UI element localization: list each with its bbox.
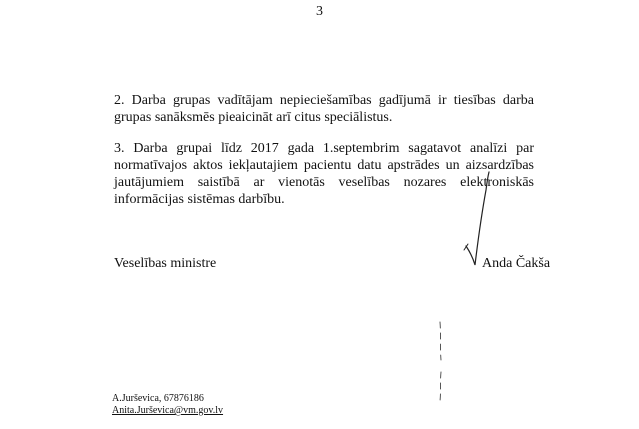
contact-author: A.Jurševica, 67876186: [112, 393, 204, 404]
contact-block: [112, 393, 223, 417]
paragraph-3: 3. Darba grupai līdz 2017 gada 1.septembrim sagatavot analīzi par normatīvajos aktos iekļautajiem pacientu datu apstrādes un aizsardzības jautājumiem saistībā ar vienotās veselības nozares elektroniskās informācijas sistēmas darbību.: [114, 141, 534, 207]
signer-role: Veselības ministre: [114, 256, 217, 271]
page-number: 3: [316, 4, 323, 19]
signer-name: Anda Čakša: [482, 256, 551, 271]
contact-email-link[interactable]: Anita.Jurševica@vm.gov.lv: [112, 405, 224, 416]
paragraph-2: 2. Darba grupas vadītājam nepieciešamības gadījumā ir tiesības darba grupas sanāksmēs pieaicināt arī citus speciālistus.: [114, 93, 534, 125]
